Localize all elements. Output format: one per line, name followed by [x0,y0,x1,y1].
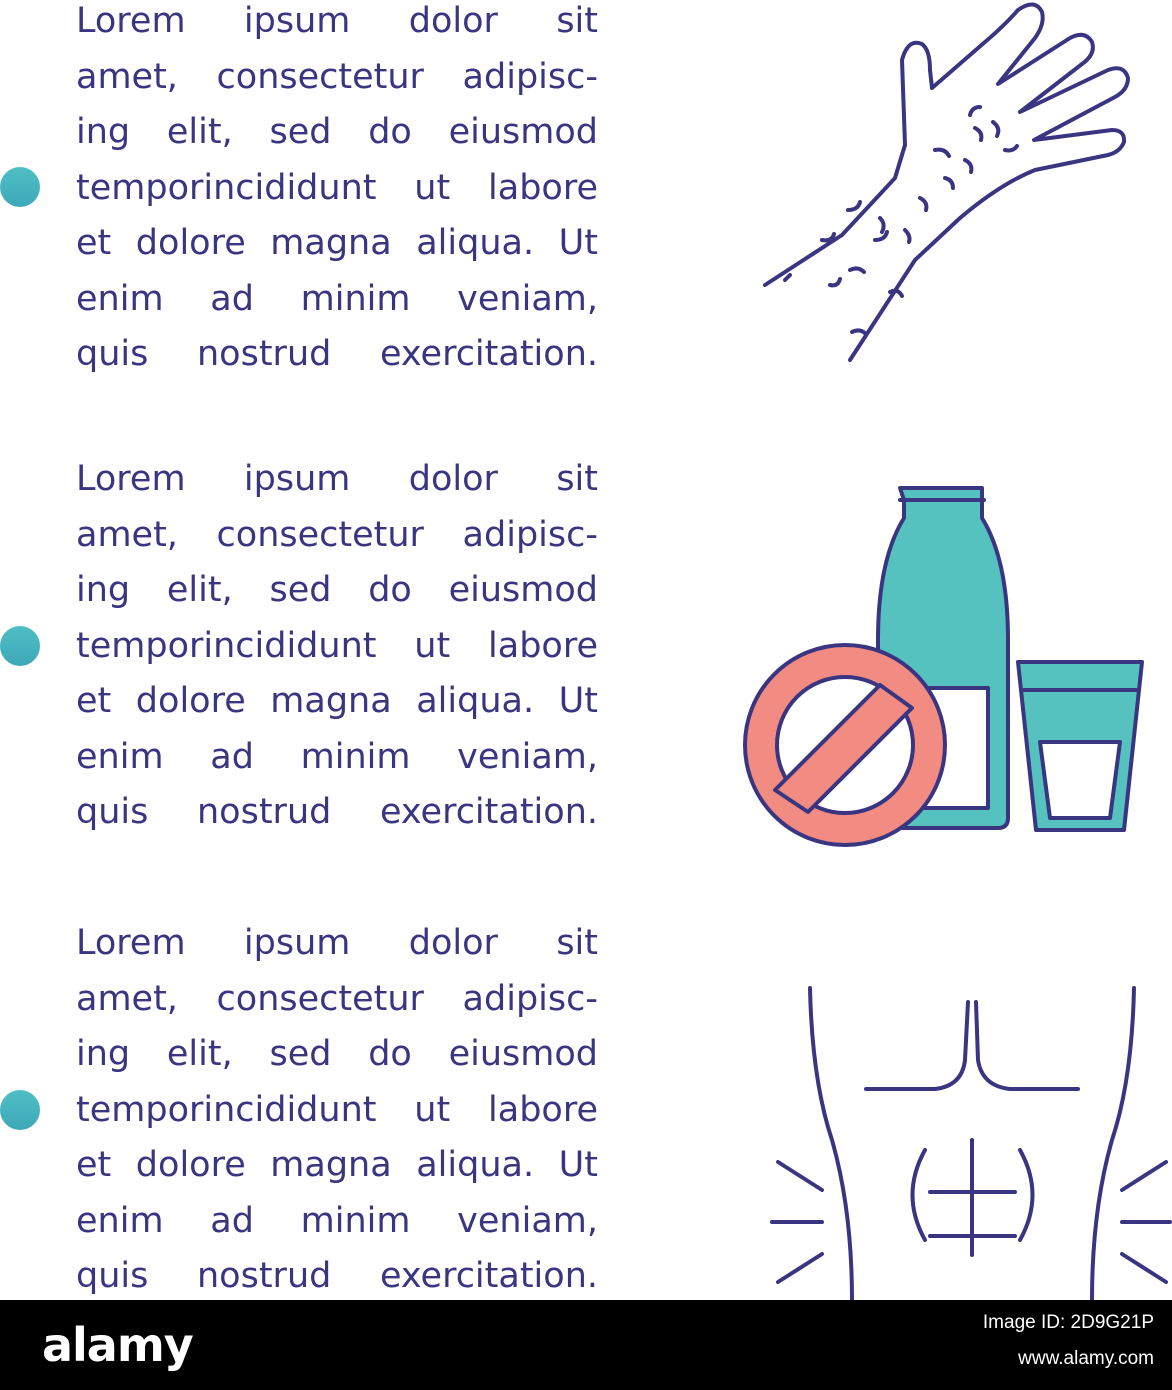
paragraph-3 [76,916,598,1305]
text-line: quis nostrud exercitation. [76,1256,598,1296]
text-line: quis nostrud exercitation. [76,792,598,832]
text-line: Lorem ipsum dolor sit [76,1,598,41]
paragraph-1 [76,0,598,383]
text-line: ing elit, sed do eiusmod [76,570,598,610]
itchy-arm-icon [755,0,1155,380]
image-id-label: Image ID: 2D9G21P [982,1312,1154,1333]
text-line: ing elit, sed do eiusmod [76,112,598,152]
bullet-dot [0,1090,40,1130]
bullet-dot [0,626,40,666]
no-milk-icon [740,480,1150,850]
text-line: quis nostrud exercitation. [76,334,598,374]
text-line: temporincididunt ut labore [76,167,598,208]
paragraph-2 [76,452,598,841]
text-line: et dolore magna aliqua. Ut [76,223,598,263]
site-url: www.alamy.com [1018,1348,1154,1369]
text-line: Lorem ipsum dolor sit [76,923,598,963]
text-line: amet, consectetur adipisc- [76,978,598,1019]
text-line: ing elit, sed do eiusmod [76,1034,598,1074]
brand-logo: alamy [42,1318,193,1372]
text-line: amet, consectetur adipisc- [76,56,598,97]
text-line: enim ad minim veniam, [76,736,598,777]
text-line: temporincididunt ut labore [76,1089,598,1130]
footer-bar [0,1300,1172,1390]
bullet-dot [0,167,40,207]
text-line: enim ad minim veniam, [76,1200,598,1241]
text-line: temporincididunt ut labore [76,625,598,666]
text-line: Lorem ipsum dolor sit [76,459,598,499]
text-line: enim ad minim veniam, [76,278,598,319]
abdominal-pain-icon [770,980,1172,1300]
text-line: et dolore magna aliqua. Ut [76,1145,598,1185]
text-line: amet, consectetur adipisc- [76,514,598,555]
text-line: et dolore magna aliqua. Ut [76,681,598,721]
